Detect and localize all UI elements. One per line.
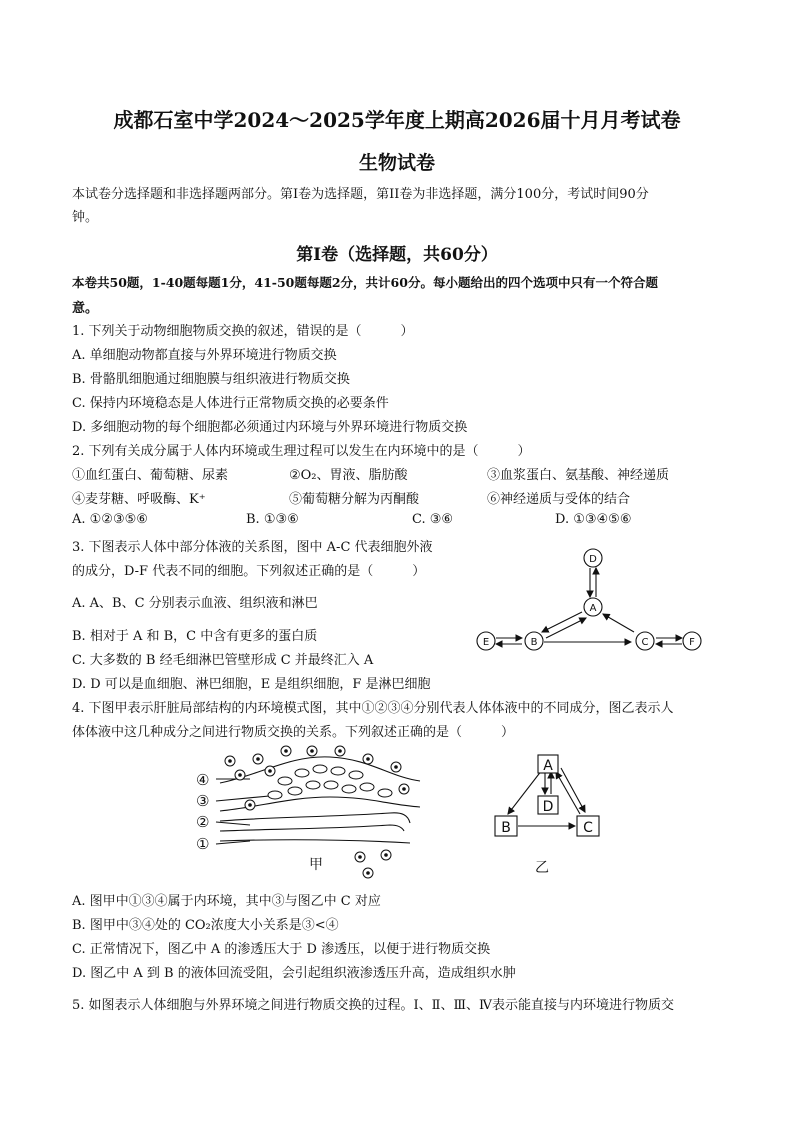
q4-stem-line-1: 4. 下图甲表示肝脏局部结构的内环境模式图，其中①②③④分别代表人体体液中的不同成分，图乙表示人 xyxy=(72,701,674,716)
q4-figure-yi-exchange-diagram xyxy=(490,750,610,875)
intro-line-1: 本试卷分选择题和非选择题两部分。第Ⅰ卷为选择题，第ⅠⅠ卷为非选择题，满分100分，考试时间90分 xyxy=(72,187,649,202)
intro-line-2: 钟。 xyxy=(72,210,99,225)
q2-option-a: A. ①②③⑤⑥ xyxy=(72,512,148,527)
section-instructions-2: 意。 xyxy=(72,301,99,316)
q1-option-b: B. 骨骼肌细胞通过细胞膜与组织液进行物质交换 xyxy=(72,372,350,387)
q4-jia-label-2: ② xyxy=(196,813,210,831)
q4-yi-caption: 乙 xyxy=(535,860,549,875)
q4-jia-label-3: ③ xyxy=(196,792,210,810)
section-heading: 第Ⅰ卷（选择题，共60分） xyxy=(296,245,498,265)
q2-item-2: ②O₂、胃液、脂肪酸 xyxy=(289,468,408,483)
q1-option-a: A. 单细胞动物都直接与外界环境进行物质交换 xyxy=(72,348,337,363)
q3-fluid-diagram xyxy=(470,540,720,665)
q3-option-b: B. 相对于 A 和 B，C 中含有更多的蛋白质 xyxy=(72,629,318,644)
section-instructions-1: 本卷共50题，1-40题每题1分，41-50题每题2分，共计60分。每小题给出的四个选项中只有一个符合题 xyxy=(72,275,658,290)
q2-item-4: ④麦芽糖、呼吸酶、K⁺ xyxy=(72,492,206,507)
q4-jia-caption: 甲 xyxy=(309,857,323,873)
q3-label-b: B xyxy=(530,637,538,648)
q4-yi-label-b: B xyxy=(501,820,511,836)
q4-jia-label-4: ④ xyxy=(196,771,210,789)
page-subtitle: 生物试卷 xyxy=(358,152,435,174)
q3-label-f: F xyxy=(689,637,695,648)
page-title: 成都石室中学2024～2025学年度上期高2026届十月月考试卷 xyxy=(113,108,681,132)
q3-option-c: C. 大多数的 B 经毛细淋巴管壁形成 C 并最终汇入 A xyxy=(72,653,374,668)
q3-option-d: D. D 可以是血细胞、淋巴细胞，E 是组织细胞，F 是淋巴细胞 xyxy=(72,677,431,692)
q3-label-c: C xyxy=(641,637,649,648)
q1-option-d: D. 多细胞动物的每个细胞都必须通过内环境与外界环境进行物质交换 xyxy=(72,420,468,435)
q3-stem-line-2: 的成分，D-F 代表不同的细胞。下列叙述正确的是（ ） xyxy=(72,564,426,579)
q4-yi-label-d: D xyxy=(542,799,554,815)
q3-label-a: A xyxy=(589,603,597,614)
q3-stem-line-1: 3. 下图表示人体中部分体液的关系图，图中 A-C 代表细胞外液 xyxy=(72,540,433,555)
q4-yi-label-c: C xyxy=(583,820,593,836)
q4-stem-line-2: 体体液中这几种成分之间进行物质交换的关系。下列叙述正确的是（ ） xyxy=(72,725,515,740)
q5-stem: 5. 如图表示人体细胞与外界环境之间进行物质交换的过程。Ⅰ、Ⅱ、Ⅲ、Ⅳ表示能直接与内环境进行物质交 xyxy=(72,998,675,1013)
q3-label-d: D xyxy=(589,554,597,565)
q1-option-c: C. 保持内环境稳态是人体进行正常物质交换的必要条件 xyxy=(72,396,389,411)
q2-item-5: ⑤葡萄糖分解为丙酮酸 xyxy=(289,492,420,507)
q2-option-b: B. ①③⑥ xyxy=(246,512,299,527)
q2-item-6: ⑥神经递质与受体的结合 xyxy=(487,492,631,507)
q4-jia-label-1: ① xyxy=(196,835,210,853)
q3-option-a: A. A、B、C 分别表示血液、组织液和淋巴 xyxy=(72,596,318,611)
q3-label-e: E xyxy=(482,637,490,648)
q4-option-b: B. 图甲中③④处的 CO₂浓度大小关系是③<④ xyxy=(72,918,339,933)
q4-option-d: D. 图乙中 A 到 B 的液体回流受阻，会引起组织液渗透压升高，造成组织水肿 xyxy=(72,966,516,981)
q4-figure-jia-liver-tissue xyxy=(190,745,430,880)
q2-option-c: C. ③⑥ xyxy=(412,512,454,527)
q4-option-a: A. 图甲中①③④属于内环境，其中③与图乙中 C 对应 xyxy=(72,894,381,909)
q2-stem: 2. 下列有关成分属于人体内环境或生理过程可以发生在内环境中的是（ ） xyxy=(72,444,531,459)
q4-option-c: C. 正常情况下，图乙中 A 的渗透压大于 D 渗透压，以便于进行物质交换 xyxy=(72,942,491,957)
q2-option-d: D. ①③④⑤⑥ xyxy=(555,512,632,527)
q2-item-3: ③血浆蛋白、氨基酸、神经递质 xyxy=(487,468,670,483)
q2-item-1: ①血红蛋白、葡萄糖、尿素 xyxy=(72,468,229,483)
q1-stem: 1. 下列关于动物细胞物质交换的叙述，错误的是（ ） xyxy=(72,324,414,339)
q4-yi-label-a: A xyxy=(543,758,553,774)
